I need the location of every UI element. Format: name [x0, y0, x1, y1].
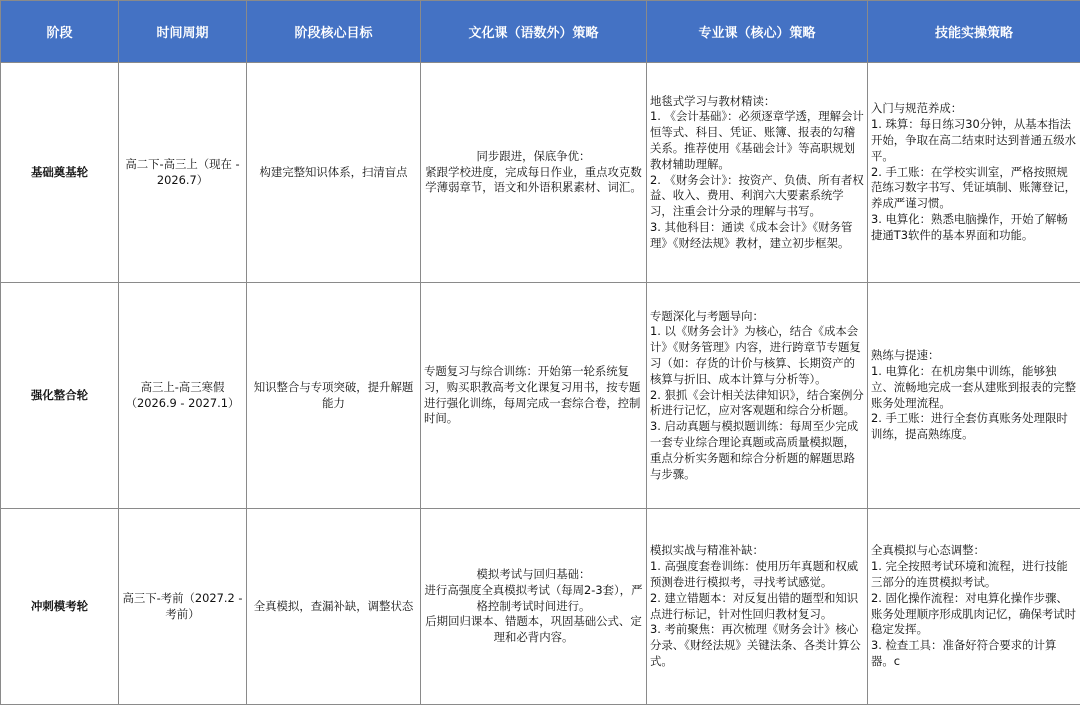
goal-cell: 知识整合与专项突破，提升解题能力: [247, 283, 421, 509]
header-period: 时间周期: [119, 1, 247, 63]
table-row: [1, 63, 1080, 283]
major-strategy-cell: 地毯式学习与教材精读： 1. 《会计基础》：必须逐章学透，理解会计恒等式、科目、凭证、账簿、报表的勾稽关系。推荐使用《基础会计》等高职规划教材辅助理解。 2. 《财务会计》：按资产、负债、所有者权益、收入、费用、利润六大要素系统学习，注重会计分录的理解与书写。 3. 其他科目：通读《成本会计》《财务管理》《财经法规》教材，建立初步框架。: [647, 63, 868, 283]
header-skill-strategy: 技能实操策略: [868, 1, 1080, 63]
header-phase: 阶段: [1, 1, 119, 63]
period-cell: 高三下-考前（2027.2 - 考前）: [119, 509, 247, 705]
culture-strategy-cell: 同步跟进，保底争优： 紧跟学校进度，完成每日作业，重点攻克数学薄弱章节，语文和外语积累素材、词汇。: [421, 63, 647, 283]
header-culture-strategy: 文化课（语数外）策略: [421, 1, 647, 63]
goal-cell: 全真模拟，查漏补缺，调整状态: [247, 509, 421, 705]
phase-cell: 强化整合轮: [1, 283, 119, 509]
goal-cell: 构建完整知识体系，扫清盲点: [247, 63, 421, 283]
culture-strategy-cell: 专题复习与综合训练：开始第一轮系统复习，购买职教高考文化课复习用书，按专题进行强化训练，每周完成一套综合卷，控制时间。: [421, 283, 647, 509]
skill-strategy-cell: 熟练与提速： 1. 电算化：在机房集中训练，能够独立、流畅地完成一套从建账到报表的完整账务处理流程。 2. 手工账：进行全套仿真账务处理限时训练，提高熟练度。: [868, 283, 1080, 509]
major-strategy-cell: 专题深化与考题导向： 1. 以《财务会计》为核心，结合《成本会计》《财务管理》内容，进行跨章节专题复习（如：存货的计价与核算、长期资产的核算与折旧、成本计算与分析等）。 2. 狠抓《会计相关法律知识》，结合案例分析进行记忆，应对客观题和综合分析题。 3. 启动真题与模拟题训练：每周至少完成一套专业综合理论真题或高质量模拟题，重点分析实务题和综合分析题的解题思路与步骤。: [647, 283, 868, 509]
header-major-strategy: 专业课（核心）策略: [647, 1, 868, 63]
period-cell: 高二下-高三上（现在 - 2026.7）: [119, 63, 247, 283]
header-goal: 阶段核心目标: [247, 1, 421, 63]
skill-strategy-cell: 入门与规范养成： 1. 珠算：每日练习30分钟，从基本指法开始，争取在高二结束时达到普通五级水平。 2. 手工账：在学校实训室，严格按照规范练习数字书写、凭证填制、账簿登记，养成严谨习惯。 3. 电算化：熟悉电脑操作，开始了解畅捷通T3软件的基本界面和功能。: [868, 63, 1080, 283]
phase-cell: 冲刺模考轮: [1, 509, 119, 705]
table-row: [1, 283, 1080, 509]
culture-strategy-cell: 模拟考试与回归基础： 进行高强度全真模拟考试（每周2-3套），严格控制考试时间进行。 后期回归课本、错题本，巩固基础公式、定理和必背内容。: [421, 509, 647, 705]
phase-cell: 基础奠基轮: [1, 63, 119, 283]
header-row: [1, 1, 1080, 63]
period-cell: 高三上-高三寒假（2026.9 - 2027.1）: [119, 283, 247, 509]
skill-strategy-cell: 全真模拟与心态调整： 1. 完全按照考试环境和流程，进行技能三部分的连贯模拟考试。 2. 固化操作流程：对电算化操作步骤、账务处理顺序形成肌肉记忆，确保考试时稳定发挥。 3. 检查工具：准备好符合要求的计算器。c: [868, 509, 1080, 705]
major-strategy-cell: 模拟实战与精准补缺： 1. 高强度套卷训练：使用历年真题和权威预测卷进行模拟考，寻找考试感觉。 2. 建立错题本：对反复出错的题型和知识点进行标记，针对性回归教材复习。 3. 考前聚焦：再次梳理《财务会计》核心分录、《财经法规》关键法条、各类计算公式。: [647, 509, 868, 705]
table-row: [1, 509, 1080, 705]
